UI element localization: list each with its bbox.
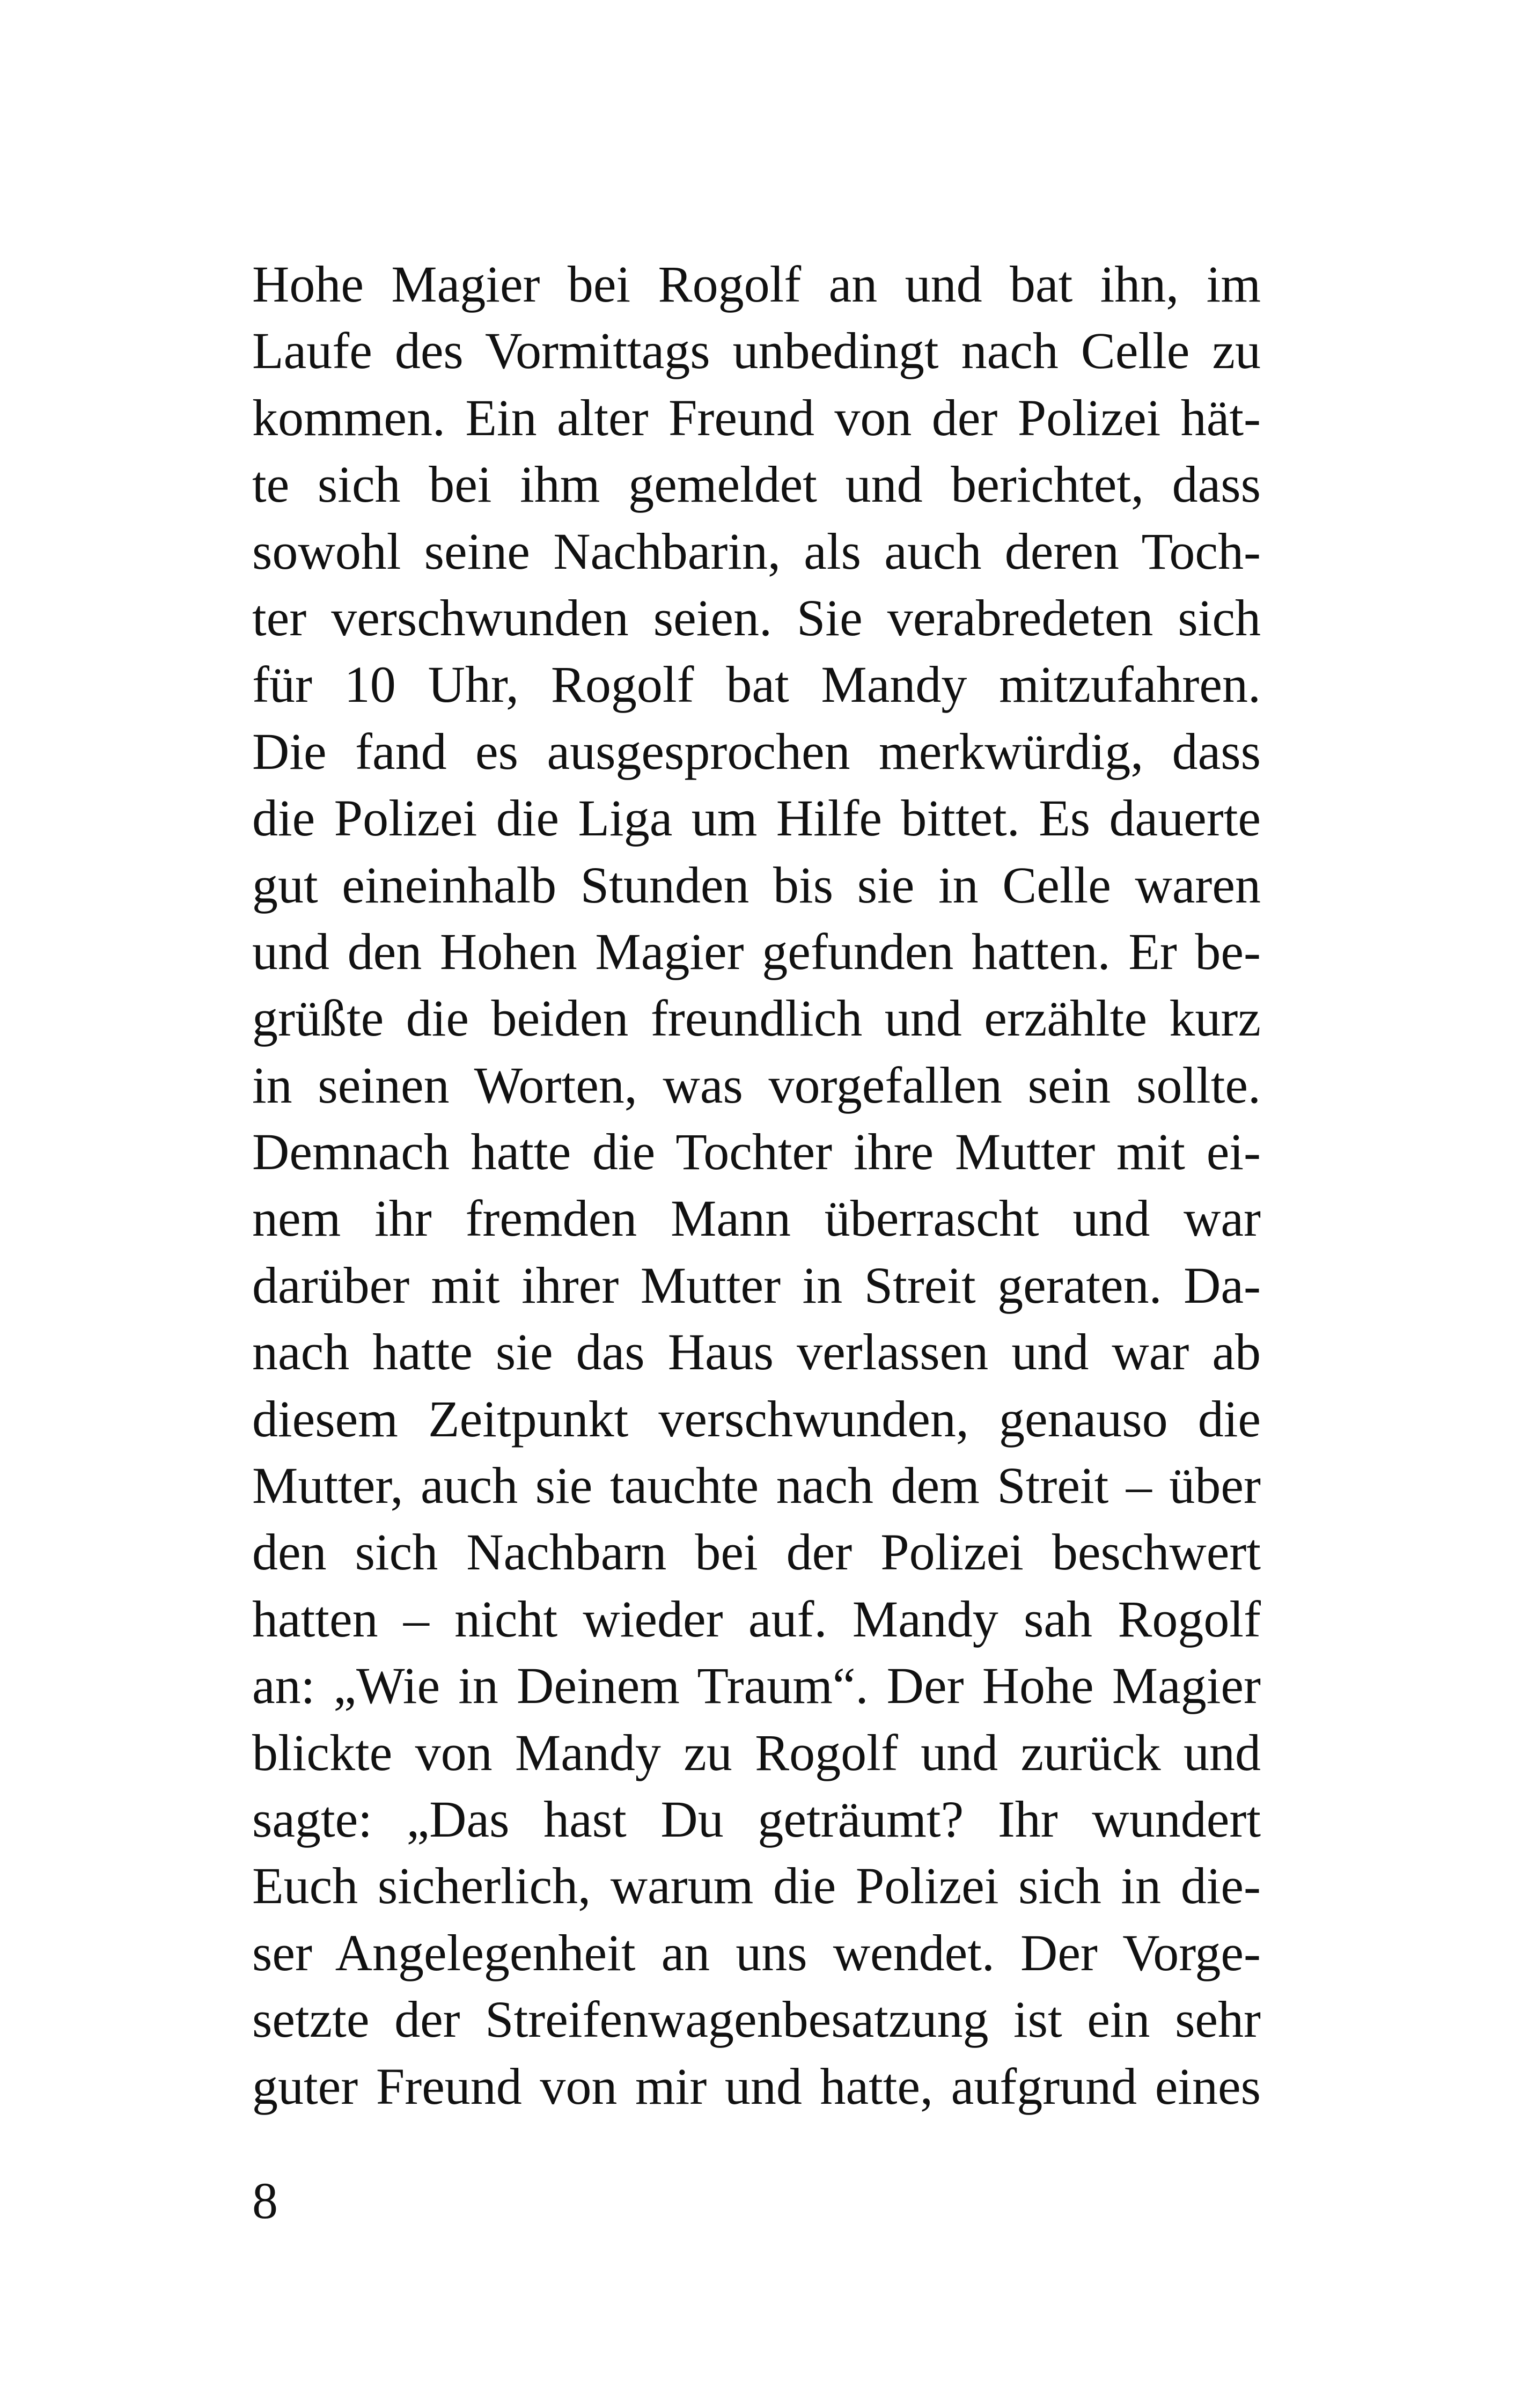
text-line: sagte: „Das hast Du geträumt? Ihr wundert [252,1790,1261,1848]
text-line: Hohe Magier bei Rogolf an und bat ihn, im [252,255,1261,313]
text-line: in seinen Worten, was vorgefallen sein sollte. [252,1056,1261,1114]
text-line: an: „Wie in Deinem Traum“. Der Hohe Magier [252,1657,1261,1715]
text-line: nach hatte sie das Haus verlassen und war ab [252,1323,1261,1381]
text-line: ser Angelegenheit an uns wendet. Der Vorge- [252,1924,1261,1981]
text-line: kommen. Ein alter Freund von der Polizei hät- [252,388,1261,446]
text-line: gut eineinhalb Stunden bis sie in Celle waren [252,856,1261,914]
text-line: Mutter, auch sie tauchte nach dem Streit – über [252,1457,1261,1515]
text-line: Demnach hatte die Tochter ihre Mutter mit ei- [252,1123,1261,1181]
text-line: setzte der Streifenwagenbesatzung ist ein sehr [252,1991,1261,2049]
body-text [252,251,1261,2120]
text-line: und den Hohen Magier gefunden hatten. Er be- [252,922,1261,980]
text-line: sowohl seine Nachbarin, als auch deren Toch- [252,522,1261,580]
text-line: Laufe des Vormittags unbedingt nach Celle zu [252,322,1261,380]
text-line: Euch sicherlich, warum die Polizei sich in die- [252,1857,1261,1915]
text-line: Die fand es ausgesprochen merkwürdig, dass [252,722,1261,780]
text-line: die Polizei die Liga um Hilfe bittet. Es dauerte [252,789,1261,847]
text-line: darüber mit ihrer Mutter in Streit geraten. Da- [252,1256,1261,1314]
text-line: für 10 Uhr, Rogolf bat Mandy mitzufahren. [252,656,1261,714]
text-line: grüßte die beiden freundlich und erzählte kurz [252,989,1261,1047]
text-line: nem ihr fremden Mann überrascht und war [252,1190,1261,1247]
text-line: den sich Nachbarn bei der Polizei beschwert [252,1523,1261,1581]
text-line: hatten – nicht wieder auf. Mandy sah Rogolf [252,1590,1261,1648]
text-line: ter verschwunden seien. Sie verabredeten sich [252,589,1261,647]
text-line: diesem Zeitpunkt verschwunden, genauso die [252,1390,1261,1448]
text-line: guter Freund von mir und hatte, aufgrund eines [252,2057,1261,2115]
page-number: 8 [252,2172,278,2229]
text-line: te sich bei ihm gemeldet und berichtet, dass [252,456,1261,513]
text-line: blickte von Mandy zu Rogolf und zurück und [252,1723,1261,1781]
